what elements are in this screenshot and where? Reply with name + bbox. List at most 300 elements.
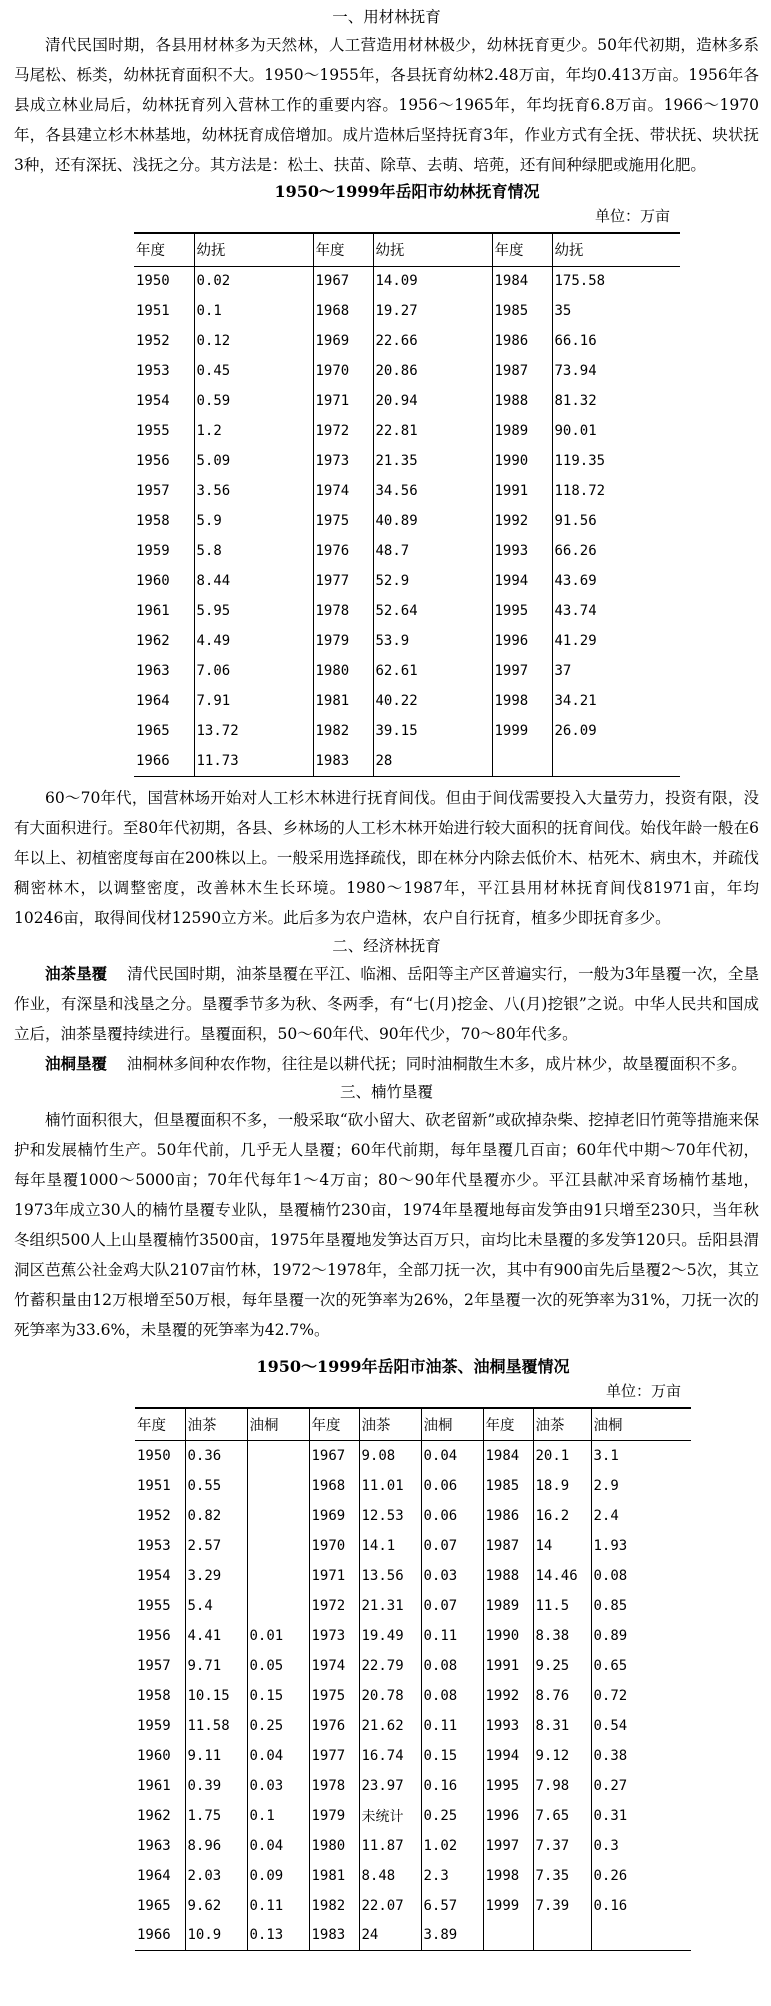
- youtong-cell: [247, 1501, 297, 1531]
- table-row: [134, 386, 680, 416]
- table-row: [134, 296, 680, 326]
- group-separator: [297, 1471, 309, 1501]
- year-cell: 1995: [483, 1771, 533, 1801]
- youcha-cell: 14: [533, 1531, 591, 1561]
- year-cell: 1991: [492, 476, 552, 506]
- value-cell: 73.94: [554, 363, 597, 379]
- youcha-cell: 9.11: [185, 1741, 247, 1771]
- youtong-cell: 0.08: [423, 1687, 458, 1704]
- header-year: 年度: [492, 234, 552, 266]
- year-cell: 1977: [309, 1741, 359, 1771]
- year-cell: 1968: [309, 1471, 359, 1501]
- youcha-cell: 2.57: [185, 1531, 247, 1561]
- table-row: [135, 1921, 691, 1951]
- youcha-cell: 19.49: [359, 1621, 421, 1651]
- youcha-cell: 5.4: [185, 1591, 247, 1621]
- header-year: 年度: [135, 1409, 185, 1441]
- group-separator: [471, 1891, 483, 1921]
- table-row: [134, 626, 680, 656]
- group-separator: [297, 1801, 309, 1831]
- table-row: [134, 266, 680, 296]
- youcha-cell: 11.01: [359, 1471, 421, 1501]
- group-separator: [297, 1861, 309, 1891]
- youtong-cell: 0.08: [423, 1657, 458, 1674]
- group-separator: [297, 1501, 309, 1531]
- year-cell: 1962: [134, 626, 194, 656]
- group-separator: [299, 656, 313, 686]
- youtong-cell: 0.1: [249, 1807, 275, 1824]
- group-separator: [471, 1831, 483, 1861]
- section-3-paragraph: 楠竹面积很大，但垦覆面积不多，一般采取“砍小留大、砍老留新”或砍掉杂柴、挖掉老旧竹蔸等措施来保护和发展楠竹生产。50年代前，几乎无人垦覆；60年代前期，每年垦覆几百亩；60年代中期～70年代初，每年垦覆1000～5000亩；70年代每年1～4万亩；80～90年代垦覆亦少。平江县献冲采育场楠竹基地，1973年成立30人的楠竹垦覆专业队，垦覆楠竹230亩，1974年垦覆地每亩发笋由91只增至230只，当年秋冬组织500人上山垦覆楠竹3500亩，1975年垦覆地发笋达百万只，亩均比未垦覆的多发笋120只。岳阳县渭洞区芭蕉公社金鸡大队2107亩竹林，1972～1978年，全部刀抚一次，其中有900亩先后垦覆2～5次，其立竹蓄积量由12万根增至50万根，每年垦覆一次的死笋率为26%，2年垦覆一次的死笋率为31%，刀抚一次的死笋率为33.6%，未垦覆的死笋率为42.7%。: [14, 1110, 759, 1339]
- youtong-cell: 0.06: [423, 1507, 458, 1524]
- year-cell: 1965: [135, 1891, 185, 1921]
- youtong-cell: 0.06: [423, 1477, 458, 1494]
- youtong-cell: 0.38: [593, 1747, 628, 1764]
- table-row: [135, 1441, 691, 1471]
- year-cell: 1990: [483, 1621, 533, 1651]
- year-cell: 1961: [135, 1771, 185, 1801]
- value-cell: 48.7: [375, 543, 410, 559]
- youcha-cell: 20.1: [533, 1441, 591, 1471]
- table-2-unit: 单位：万亩: [605, 1381, 681, 1400]
- youtong-cell: 0.54: [593, 1717, 628, 1734]
- youcha-cell: 9.71: [185, 1651, 247, 1681]
- youtong-cell: 3.89: [421, 1921, 471, 1951]
- year-cell: 1974: [309, 1651, 359, 1681]
- year-cell: 1965: [134, 716, 194, 746]
- year-cell: 1969: [309, 1501, 359, 1531]
- value-cell: 5.95: [196, 603, 231, 619]
- year-cell: 1955: [134, 416, 194, 446]
- table-1-wrapper: [134, 180, 680, 777]
- group-separator: [299, 234, 313, 266]
- value-cell: 52.64: [375, 603, 418, 619]
- group-separator: [471, 1921, 483, 1951]
- youcha-cell: 7.39: [533, 1891, 591, 1921]
- year-cell: 1955: [135, 1591, 185, 1621]
- year-cell: 1973: [313, 446, 373, 476]
- value-cell: 3.56: [196, 483, 231, 499]
- group-separator: [471, 1561, 483, 1591]
- youtong-cell: 2.9: [593, 1477, 619, 1494]
- youtong-cell: 0.31: [593, 1807, 628, 1824]
- group-separator: [299, 716, 313, 746]
- group-separator: [478, 656, 492, 686]
- youtong-cell: 0.03: [249, 1777, 284, 1794]
- year-cell: 1970: [313, 356, 373, 386]
- year-cell: 1985: [492, 296, 552, 326]
- youtong-paragraph: [14, 1049, 759, 1079]
- group-separator: [299, 296, 313, 326]
- group-separator: [478, 386, 492, 416]
- year-cell: 1973: [309, 1621, 359, 1651]
- group-separator: [471, 1501, 483, 1531]
- group-separator: [297, 1711, 309, 1741]
- table-row: [134, 566, 680, 596]
- group-separator: [478, 416, 492, 446]
- group-separator: [297, 1891, 309, 1921]
- group-separator: [478, 446, 492, 476]
- youcha-cell: 13.56: [359, 1561, 421, 1591]
- youtong-cell: 0.03: [423, 1567, 458, 1584]
- year-cell: 1950: [134, 266, 194, 296]
- value-cell: 41.29: [554, 633, 597, 649]
- table-row: [134, 326, 680, 356]
- year-cell: 1960: [135, 1741, 185, 1771]
- youtong-cell: 0.25: [423, 1807, 458, 1824]
- value-cell: 5.8: [196, 543, 222, 559]
- youcha-paragraph: [14, 959, 759, 1049]
- youtong-cell: 0.15: [249, 1687, 284, 1704]
- value-cell: 66.26: [554, 543, 597, 559]
- youtong-cell: 0.13: [247, 1921, 297, 1951]
- year-cell: 1961: [134, 596, 194, 626]
- table-row: [135, 1681, 691, 1711]
- value-cell: 4.49: [196, 633, 231, 649]
- youcha-text: 清代民国时期，油茶垦覆在平江、临湘、岳阳等主产区普遍实行，一般为3年垦覆一次，全垦作业，有深垦和浅垦之分。垦覆季节多为秋、冬两季，有“七(月)挖金、八(月)挖银”之说。中华人民共和国成立后，油茶垦覆持续进行。垦覆面积，50～60年代、90年代少，70～80年代多。: [14, 964, 759, 1043]
- youcha-cell: 11.58: [185, 1711, 247, 1741]
- value-cell: 20.86: [375, 363, 418, 379]
- header-value: 幼抚: [552, 234, 680, 266]
- value-cell: 1.2: [196, 423, 222, 439]
- value-cell: 0.12: [196, 333, 231, 349]
- value-cell: 0.45: [196, 363, 231, 379]
- youcha-cell: 0.39: [185, 1771, 247, 1801]
- section-heading-3: 三、楠竹垦覆: [339, 1082, 433, 1101]
- group-separator: [299, 476, 313, 506]
- table-row: [135, 1531, 691, 1561]
- year-cell: 1996: [492, 626, 552, 656]
- youcha-cell: 18.9: [533, 1471, 591, 1501]
- youtong-cell: 0.16: [593, 1897, 628, 1914]
- youtong-cell: 0.07: [423, 1597, 458, 1614]
- year-cell: 1966: [135, 1921, 185, 1951]
- youtong-cell: 2.4: [593, 1507, 619, 1524]
- table-row: [135, 1711, 691, 1741]
- group-separator: [478, 506, 492, 536]
- group-separator: [478, 234, 492, 266]
- group-separator: [478, 596, 492, 626]
- group-separator: [299, 596, 313, 626]
- youtong-cell: 1.93: [593, 1537, 628, 1554]
- year-cell: 1968: [313, 296, 373, 326]
- year-cell: 1995: [492, 596, 552, 626]
- table-row: [135, 1801, 691, 1831]
- group-separator: [471, 1621, 483, 1651]
- youcha-cell: [533, 1921, 591, 1951]
- table-row: [135, 1471, 691, 1501]
- value-cell: 34.21: [554, 693, 597, 709]
- group-separator: [299, 446, 313, 476]
- value-cell: 28: [373, 746, 478, 776]
- year-cell: 1966: [134, 746, 194, 776]
- group-separator: [471, 1409, 483, 1441]
- youcha-cell: 2.03: [185, 1861, 247, 1891]
- youcha-cell: 9.62: [185, 1891, 247, 1921]
- group-separator: [299, 746, 313, 776]
- year-cell: 1963: [135, 1831, 185, 1861]
- value-cell: 39.15: [375, 723, 418, 739]
- year-cell: [492, 746, 552, 776]
- table-row: [135, 1591, 691, 1621]
- youcha-cell: 未统计: [359, 1801, 421, 1831]
- year-cell: 1980: [309, 1831, 359, 1861]
- value-cell: 118.72: [554, 483, 606, 499]
- value-cell: 20.94: [375, 393, 418, 409]
- group-separator: [478, 296, 492, 326]
- value-cell: 40.89: [375, 513, 418, 529]
- year-cell: 1951: [135, 1471, 185, 1501]
- table-2: [135, 1409, 691, 1952]
- youtong-cell: 0.01: [249, 1627, 284, 1644]
- value-cell: 43.74: [554, 603, 597, 619]
- year-cell: 1989: [492, 416, 552, 446]
- year-cell: 1985: [483, 1471, 533, 1501]
- table-row: [134, 596, 680, 626]
- value-cell: 7.91: [196, 693, 231, 709]
- value-cell: 91.56: [554, 513, 597, 529]
- group-separator: [299, 356, 313, 386]
- youcha-cell: 7.65: [533, 1801, 591, 1831]
- youcha-cell: 23.97: [359, 1771, 421, 1801]
- youcha-cell: 8.31: [533, 1711, 591, 1741]
- header-year: 年度: [313, 234, 373, 266]
- value-cell: 81.32: [554, 393, 597, 409]
- value-cell: 62.61: [375, 663, 418, 679]
- table-2-header-row: [135, 1409, 691, 1441]
- year-cell: 1986: [483, 1501, 533, 1531]
- group-separator: [478, 626, 492, 656]
- group-separator: [297, 1651, 309, 1681]
- youcha-cell: 9.08: [359, 1441, 421, 1471]
- year-cell: 1998: [492, 686, 552, 716]
- table-row: [134, 506, 680, 536]
- year-cell: 1998: [483, 1861, 533, 1891]
- table-row: [134, 746, 680, 776]
- year-cell: 1978: [313, 596, 373, 626]
- group-separator: [478, 746, 492, 776]
- year-cell: 1981: [313, 686, 373, 716]
- value-cell: 5.9: [196, 513, 222, 529]
- youcha-cell: 8.96: [185, 1831, 247, 1861]
- youcha-cell: 22.07: [359, 1891, 421, 1921]
- table-row: [134, 476, 680, 506]
- value-cell: 53.9: [375, 633, 410, 649]
- group-separator: [471, 1681, 483, 1711]
- group-separator: [471, 1441, 483, 1471]
- group-separator: [297, 1831, 309, 1861]
- youtong-cell: 0.07: [423, 1537, 458, 1554]
- youcha-cell: 24: [359, 1921, 421, 1951]
- youtong-cell: 0.11: [423, 1627, 458, 1644]
- year-cell: 1958: [135, 1681, 185, 1711]
- table-row: [135, 1621, 691, 1651]
- value-cell: 175.58: [554, 273, 606, 290]
- table-row: [135, 1831, 691, 1861]
- table-1: [134, 234, 680, 777]
- header-year: 年度: [483, 1409, 533, 1441]
- youcha-cell: 14.46: [533, 1561, 591, 1591]
- header-youtong: 油桐: [421, 1409, 471, 1441]
- section-heading-2: 二、经济林抚育: [332, 936, 441, 955]
- table-2-wrapper: [135, 1355, 691, 1952]
- youcha-cell: 0.82: [185, 1501, 247, 1531]
- group-separator: [478, 536, 492, 566]
- year-cell: 1957: [134, 476, 194, 506]
- year-cell: 1993: [483, 1711, 533, 1741]
- youcha-cell: 0.36: [185, 1441, 247, 1471]
- table-row: [135, 1741, 691, 1771]
- year-cell: 1988: [483, 1561, 533, 1591]
- group-separator: [297, 1741, 309, 1771]
- group-separator: [471, 1471, 483, 1501]
- youtong-cell: 0.08: [593, 1567, 628, 1584]
- group-separator: [471, 1531, 483, 1561]
- group-separator: [471, 1801, 483, 1831]
- year-cell: 1997: [492, 656, 552, 686]
- youcha-cell: 7.37: [533, 1831, 591, 1861]
- year-cell: 1990: [492, 446, 552, 476]
- group-separator: [297, 1591, 309, 1621]
- group-separator: [297, 1561, 309, 1591]
- value-cell: 0.02: [196, 273, 231, 290]
- table-row: [134, 686, 680, 716]
- group-separator: [299, 566, 313, 596]
- group-separator: [297, 1409, 309, 1441]
- year-cell: 1993: [492, 536, 552, 566]
- group-separator: [471, 1591, 483, 1621]
- table-row: [135, 1561, 691, 1591]
- group-separator: [297, 1921, 309, 1951]
- value-cell: 66.16: [554, 333, 597, 349]
- thinning-paragraph: 60～70年代，国营林场开始对人工杉木林进行抚育间伐。但由于间伐需要投入大量劳力，投资有限，没有大面积进行。至80年代初期，各县、乡林场的人工杉木林开始进行较大面积的抚育间伐。始伐年龄一般在6年以上、初植密度每亩在200株以上。一般采用选择疏伐，即在林分内除去低价木、枯死木、病虫木，并疏伐稠密林木，以调整密度，改善林木生长环境。1980～1987年，平江县用材林抚育间伐81971亩，年均10246亩，取得间伐材12590立方米。此后多为农户造林，农户自行抚育，植多少即抚育多少。: [14, 788, 759, 927]
- youcha-cell: 8.76: [533, 1681, 591, 1711]
- header-year: 年度: [309, 1409, 359, 1441]
- youtong-cell: 2.3: [423, 1867, 449, 1884]
- year-cell: 1988: [492, 386, 552, 416]
- group-separator: [478, 566, 492, 596]
- group-separator: [297, 1441, 309, 1471]
- group-separator: [299, 536, 313, 566]
- youtong-cell: 0.26: [593, 1867, 628, 1884]
- value-cell: 14.09: [375, 273, 418, 290]
- value-cell: 43.69: [554, 573, 597, 589]
- year-cell: [483, 1921, 533, 1951]
- youtong-cell: [247, 1591, 297, 1621]
- year-cell: 1957: [135, 1651, 185, 1681]
- youtong-cell: 0.09: [249, 1867, 284, 1884]
- youcha-cell: 11.87: [359, 1831, 421, 1861]
- value-cell: 22.66: [375, 333, 418, 349]
- table-1-unit: 单位：万亩: [594, 207, 670, 225]
- year-cell: 1959: [134, 536, 194, 566]
- year-cell: 1956: [135, 1621, 185, 1651]
- value-cell: 52.9: [375, 573, 410, 589]
- year-cell: 1951: [134, 296, 194, 326]
- group-separator: [471, 1861, 483, 1891]
- youcha-cell: 7.35: [533, 1861, 591, 1891]
- value-cell: [552, 746, 680, 776]
- year-cell: 1959: [135, 1711, 185, 1741]
- group-separator: [299, 506, 313, 536]
- youtong-label: 油桐垦覆: [45, 1053, 108, 1073]
- value-cell: 11.73: [194, 746, 299, 776]
- youtong-cell: 0.11: [249, 1897, 284, 1914]
- year-cell: 1964: [134, 686, 194, 716]
- youcha-cell: 3.29: [185, 1561, 247, 1591]
- year-cell: 1958: [134, 506, 194, 536]
- youtong-cell: 0.27: [593, 1777, 628, 1794]
- section-1-paragraph: 清代民国时期，各县用材林多为天然林，人工营造用材林极少，幼林抚育更少。50年代初期，造林多系马尾松、栎类，幼林抚育面积不大。1950～1955年，各县抚育幼林2.48万亩，年均0.413万亩。1956年各县成立林业局后，幼林抚育列入营林工作的重要内容。1956～1965年，年均抚育6.8万亩。1966～1970年，各县建立杉木林基地，幼林抚育成倍增加。成片造林后坚持抚育3年，作业方式有全抚、带状抚、块状抚3种，还有深抚、浅抚之分。其方法是：松土、扶苗、除草、去萌、培蔸，还有间种绿肥或施用化肥。: [14, 36, 759, 174]
- table-row: [135, 1861, 691, 1891]
- value-cell: 7.06: [196, 663, 231, 679]
- year-cell: 1952: [134, 326, 194, 356]
- year-cell: 1971: [313, 386, 373, 416]
- year-cell: 1979: [309, 1801, 359, 1831]
- year-cell: 1984: [492, 266, 552, 296]
- year-cell: 1974: [313, 476, 373, 506]
- year-cell: 1953: [135, 1531, 185, 1561]
- year-cell: 1987: [492, 356, 552, 386]
- year-cell: 1992: [483, 1681, 533, 1711]
- year-cell: 1999: [492, 716, 552, 746]
- group-separator: [297, 1531, 309, 1561]
- year-cell: 1953: [134, 356, 194, 386]
- youcha-cell: 12.53: [359, 1501, 421, 1531]
- value-cell: 35: [554, 303, 572, 319]
- group-separator: [478, 266, 492, 296]
- year-cell: 1954: [134, 386, 194, 416]
- year-cell: 1994: [492, 566, 552, 596]
- group-separator: [471, 1651, 483, 1681]
- section-heading-1: 一、用材林抚育: [332, 8, 441, 26]
- year-cell: 1971: [309, 1561, 359, 1591]
- value-cell: 8.44: [196, 573, 231, 589]
- table-1-title: 1950～1999年岳阳市幼林抚育情况: [274, 182, 540, 201]
- year-cell: 1981: [309, 1861, 359, 1891]
- youtong-cell: 0.04: [249, 1837, 284, 1854]
- year-cell: 1972: [313, 416, 373, 446]
- year-cell: 1970: [309, 1531, 359, 1561]
- header-youcha: 油茶: [533, 1409, 591, 1441]
- table-row: [134, 536, 680, 566]
- group-separator: [299, 266, 313, 296]
- youtong-cell: 0.11: [423, 1717, 458, 1734]
- group-separator: [471, 1711, 483, 1741]
- year-cell: 1954: [135, 1561, 185, 1591]
- header-year: 年度: [134, 234, 194, 266]
- youcha-cell: 4.41: [185, 1621, 247, 1651]
- table-row: [134, 356, 680, 386]
- table-1-header-row: [134, 234, 680, 266]
- youcha-cell: 1.75: [185, 1801, 247, 1831]
- youcha-cell: 8.38: [533, 1621, 591, 1651]
- group-separator: [471, 1741, 483, 1771]
- youcha-cell: 8.48: [359, 1861, 421, 1891]
- value-cell: 119.35: [554, 453, 606, 469]
- value-cell: 21.35: [375, 453, 418, 469]
- youtong-cell: 0.65: [593, 1657, 628, 1674]
- youtong-cell: [247, 1441, 297, 1471]
- header-youcha: 油茶: [185, 1409, 247, 1441]
- value-cell: 37: [554, 663, 572, 679]
- youcha-cell: 10.9: [185, 1921, 247, 1951]
- value-cell: 19.27: [375, 303, 418, 319]
- youcha-cell: 21.31: [359, 1591, 421, 1621]
- value-cell: 5.09: [196, 453, 231, 469]
- year-cell: 1982: [309, 1891, 359, 1921]
- group-separator: [299, 626, 313, 656]
